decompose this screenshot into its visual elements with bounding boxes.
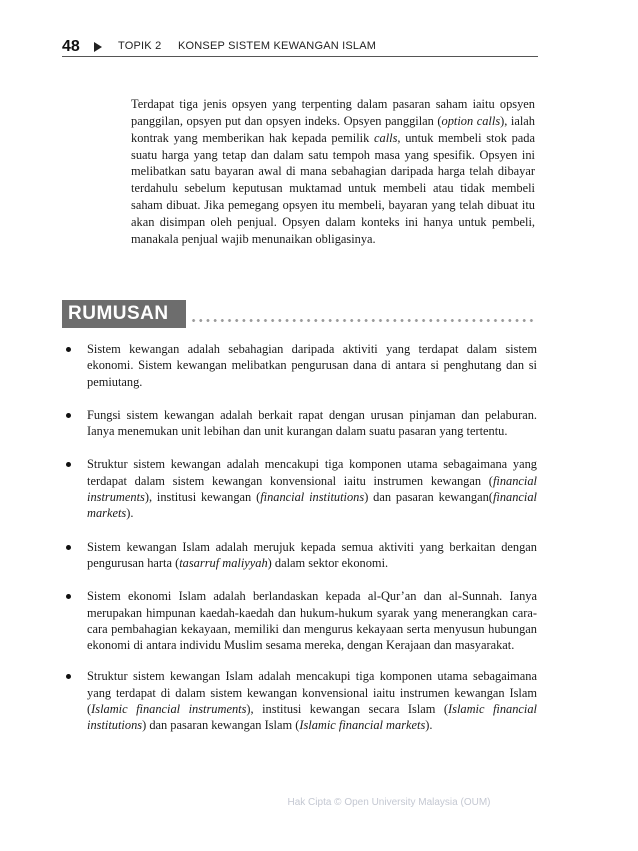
summary-text: ) dan pasaran kewangan( bbox=[364, 490, 493, 505]
summary-text: ), institusi kewangan ( bbox=[144, 490, 261, 505]
intro-paragraph bbox=[131, 96, 535, 248]
intro-term-option-calls: option calls bbox=[441, 113, 501, 128]
topic-title: KONSEP SISTEM KEWANGAN ISLAM bbox=[178, 40, 377, 52]
summary-item bbox=[62, 407, 537, 440]
section-header bbox=[62, 300, 540, 330]
summary-item bbox=[62, 341, 537, 390]
summary-list bbox=[62, 341, 537, 751]
summary-text: Sistem kewangan adalah sebahagian daripada aktiviti yang terdapat dalam sistem ekonomi. Sistem kewangan melibatkan pengurusan dana di antara si penghutang dan si pemiutang. bbox=[87, 342, 537, 389]
intro-text-3: , untuk membeli stok pada suatu harga yang tetap dan dalam satu tempoh masa yang spesifik. Opsyen ini melibatkan satu bayaran awal di mana sebahagian daripada harga telah dibayar terdahulu sebelum keputusan muktamad untuk membeli atau tidak membeli saham dibuat. Jika pemegang opsyen itu membeli, bayaran yang telah dibuat itu akan disimpan oleh penjual. Opsyen dalam konteks ini hanya untuk pembeli, manakala penjual wajib menunaikan obligasinya. bbox=[131, 130, 535, 246]
summary-text: ), institusi kewangan secara Islam ( bbox=[246, 702, 449, 717]
summary-item bbox=[62, 668, 537, 733]
summary-term: Islamic financial instruments bbox=[91, 702, 247, 717]
page-header bbox=[62, 36, 538, 57]
dotted-rule bbox=[190, 318, 535, 323]
summary-term: tasarruf maliyyah bbox=[179, 555, 268, 570]
summary-term: Islamic financial markets bbox=[299, 718, 426, 733]
summary-text: ) dan pasaran kewangan Islam ( bbox=[142, 718, 300, 733]
page-number: 48 bbox=[62, 38, 80, 55]
summary-text: Struktur sistem kewangan adalah mencakupi tiga komponen utama sebagaimana yang terdapat dalam sistem kewangan konvensional iaitu instrumen kewangan ( bbox=[87, 457, 537, 488]
intro-term-calls: calls bbox=[374, 130, 398, 145]
summary-text: Sistem ekonomi Islam adalah berlandaskan kepada al-Qur’an dan al-Sunnah. Ianya merupakan himpunan kaedah-kaedah dan hukum-hukum syarak yang menerangkan cara-cara pembahagian kekayaan, memiliki dan mengurus kekayaan serta menyusun hubungan ekonomi di antara individu Muslim sesama mereka, dengan Kerajaan dan masyarakat. bbox=[87, 589, 537, 653]
summary-text: ). bbox=[425, 718, 433, 733]
intro-text-1: Terdapat tiga jenis opsyen yang terpenting dalam pasaran saham iaitu opsyen panggilan, opsyen put dan opsyen indeks. Opsyen panggilan ( bbox=[131, 97, 535, 128]
summary-text: Sistem kewangan Islam adalah merujuk kepada semua aktiviti yang berkaitan dengan pengurusan harta ( bbox=[87, 539, 537, 570]
summary-term: financial instruments bbox=[87, 473, 537, 505]
summary-item bbox=[62, 456, 537, 521]
topic-label: TOPIK 2 bbox=[118, 40, 162, 52]
summary-term: financial institutions bbox=[260, 490, 365, 505]
triangle-right-icon bbox=[94, 42, 102, 52]
copyright-footer: Hak Cipta © Open University Malaysia (OUM) bbox=[287, 797, 491, 808]
summary-text: ) dalam sektor ekonomi. bbox=[267, 555, 389, 570]
summary-term: Islamic financial institutions bbox=[87, 702, 537, 733]
summary-term: financial markets bbox=[87, 490, 537, 521]
summary-text: Struktur sistem kewangan Islam adalah mencakupi tiga komponen utama sebagaimana yang terdapat di dalam sistem kewangan konvensional iaitu instrumen kewangan Islam ( bbox=[87, 669, 537, 717]
intro-text-2: ), ialah kontrak yang memberikan hak kepada pemilik bbox=[131, 113, 536, 145]
summary-item bbox=[62, 588, 537, 653]
section-title: RUMUSAN bbox=[62, 300, 186, 328]
summary-text: ). bbox=[126, 506, 134, 521]
summary-text: Fungsi sistem kewangan adalah berkait rapat dengan urusan pinjaman dan pelaburan. Ianya menemukan unit lebihan dan unit kurangan dalam suatu pasaran yang tertentu. bbox=[87, 407, 537, 439]
summary-item bbox=[62, 539, 537, 572]
